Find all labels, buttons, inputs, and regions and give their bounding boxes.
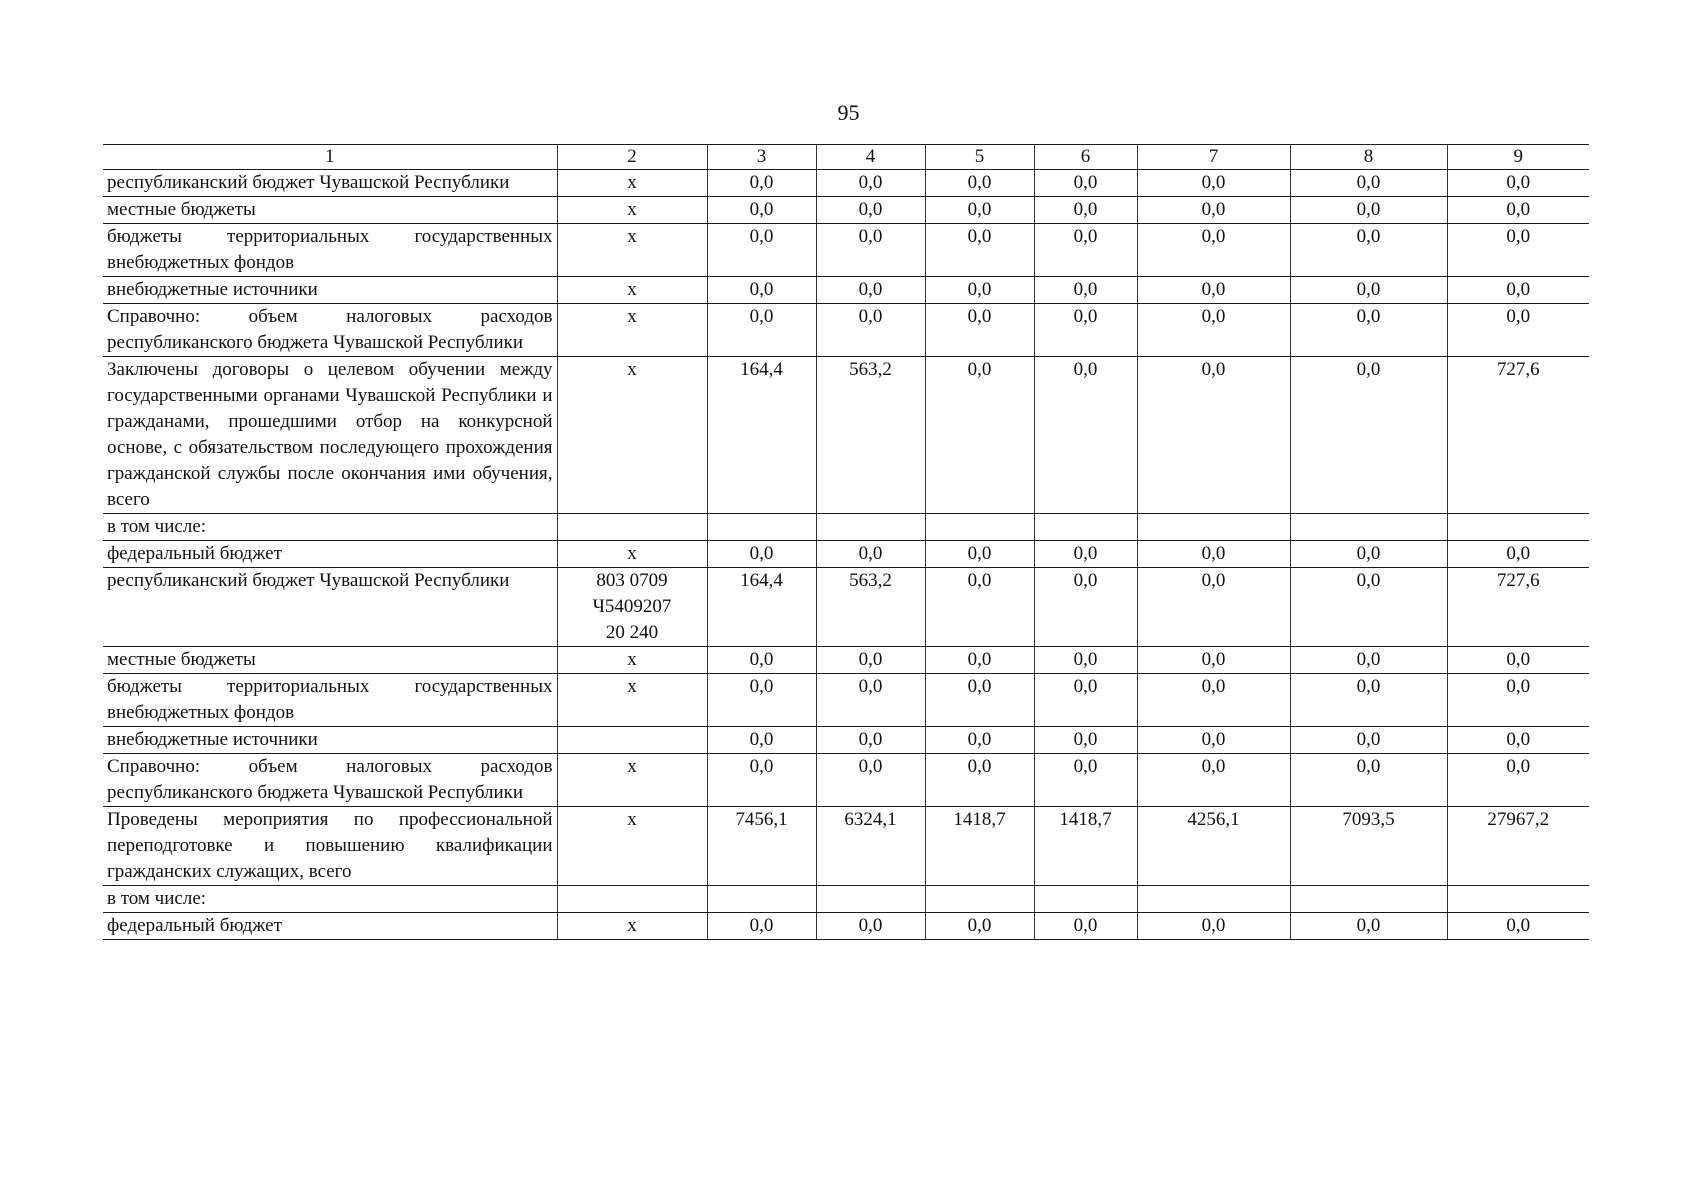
value-cell: 0,0 <box>1447 224 1589 277</box>
budget-code: x <box>627 676 637 697</box>
value-cell: 164,4 <box>707 357 816 514</box>
budget-code: 803 0709 Ч540920720 240 <box>592 570 672 643</box>
value-cell <box>925 886 1034 913</box>
budget-code-cell <box>557 674 707 727</box>
value-cell: 0,0 <box>925 647 1034 674</box>
value-cell: 727,6 <box>1447 357 1589 514</box>
table-row <box>103 886 1589 913</box>
value-cell: 0,0 <box>925 913 1034 940</box>
value-cell: 0,0 <box>1034 304 1137 357</box>
value-cell: 0,0 <box>1034 541 1137 568</box>
value-cell: 27967,2 <box>1447 807 1589 886</box>
value-cell: 0,0 <box>816 647 925 674</box>
value-cell: 0,0 <box>1447 647 1589 674</box>
value-cell: 0,0 <box>1447 170 1589 197</box>
budget-code: x <box>627 915 637 936</box>
column-number: 9 <box>1447 145 1589 170</box>
value-cell: 0,0 <box>1447 754 1589 807</box>
value-cell <box>816 514 925 541</box>
value-cell: 0,0 <box>707 277 816 304</box>
value-cell: 0,0 <box>707 727 816 754</box>
value-cell: 0,0 <box>1447 674 1589 727</box>
value-cell <box>1137 514 1290 541</box>
column-number: 3 <box>707 145 816 170</box>
budget-code-cell <box>557 514 707 541</box>
value-cell: 0,0 <box>1137 674 1290 727</box>
table-row <box>103 754 1589 807</box>
table-row <box>103 224 1589 277</box>
value-cell: 0,0 <box>1290 170 1447 197</box>
column-number: 7 <box>1137 145 1290 170</box>
value-cell: 6324,1 <box>816 807 925 886</box>
value-cell: 0,0 <box>1290 541 1447 568</box>
value-cell: 0,0 <box>1034 197 1137 224</box>
table-row <box>103 197 1589 224</box>
value-cell: 0,0 <box>1137 304 1290 357</box>
budget-code-cell <box>557 170 707 197</box>
budget-code-cell <box>557 304 707 357</box>
value-cell: 0,0 <box>707 913 816 940</box>
budget-code-cell <box>557 224 707 277</box>
row-description: Справочно: объем налоговых расходов республиканского бюджета Чувашской Республики <box>103 754 557 807</box>
value-cell: 0,0 <box>1137 754 1290 807</box>
budget-code-cell <box>557 647 707 674</box>
row-description: бюджеты территориальных государственных внебюджетных фондов <box>103 674 557 727</box>
value-cell: 0,0 <box>1137 727 1290 754</box>
value-cell: 0,0 <box>1137 170 1290 197</box>
value-cell: 0,0 <box>816 727 925 754</box>
row-description: местные бюджеты <box>103 197 557 224</box>
table-row <box>103 357 1589 514</box>
budget-code-cell <box>557 541 707 568</box>
value-cell: 0,0 <box>707 647 816 674</box>
row-description: Проведены мероприятия по профессиональной переподготовке и повышению квалификации гражданских служащих, всего <box>103 807 557 886</box>
row-description: Заключены договоры о целевом обучении между государственными органами Чувашской Республики и гражданами, прошедшими отбор на конкурсной основе, с обязательством последующего прохождения гражданской службы после окончания ими обучения, всего <box>103 357 557 514</box>
table-row <box>103 304 1589 357</box>
page-number: 95 <box>837 100 860 125</box>
value-cell: 0,0 <box>1034 224 1137 277</box>
budget-code: x <box>627 306 637 327</box>
value-cell: 0,0 <box>925 357 1034 514</box>
value-cell: 0,0 <box>925 277 1034 304</box>
value-cell: 0,0 <box>925 727 1034 754</box>
value-cell: 0,0 <box>1137 541 1290 568</box>
budget-code-cell <box>557 277 707 304</box>
budget-code: x <box>627 226 637 247</box>
value-cell: 0,0 <box>925 170 1034 197</box>
value-cell: 0,0 <box>1034 674 1137 727</box>
budget-code-cell <box>557 568 707 647</box>
row-description: федеральный бюджет <box>103 913 557 940</box>
row-description: внебюджетные источники <box>103 277 557 304</box>
value-cell: 0,0 <box>1290 277 1447 304</box>
budget-code: x <box>627 543 637 564</box>
column-number: 2 <box>557 145 707 170</box>
value-cell: 727,6 <box>1447 568 1589 647</box>
value-cell: 0,0 <box>1137 277 1290 304</box>
value-cell: 0,0 <box>1137 647 1290 674</box>
column-number: 4 <box>816 145 925 170</box>
row-description: местные бюджеты <box>103 647 557 674</box>
value-cell: 0,0 <box>1290 224 1447 277</box>
budget-code-cell <box>557 807 707 886</box>
value-cell: 0,0 <box>1137 357 1290 514</box>
budget-code-cell <box>557 886 707 913</box>
value-cell: 0,0 <box>816 754 925 807</box>
row-description: федеральный бюджет <box>103 541 557 568</box>
value-cell: 0,0 <box>1290 727 1447 754</box>
value-cell <box>816 886 925 913</box>
value-cell: 0,0 <box>707 224 816 277</box>
value-cell: 0,0 <box>707 674 816 727</box>
value-cell <box>1034 514 1137 541</box>
value-cell: 0,0 <box>816 277 925 304</box>
value-cell: 0,0 <box>707 541 816 568</box>
budget-code: x <box>627 649 637 670</box>
value-cell <box>1447 886 1589 913</box>
value-cell: 0,0 <box>1034 727 1137 754</box>
value-cell: 0,0 <box>1290 568 1447 647</box>
budget-code-cell <box>557 727 707 754</box>
value-cell: 0,0 <box>1137 568 1290 647</box>
value-cell <box>1034 886 1137 913</box>
budget-code-cell <box>557 754 707 807</box>
value-cell: 0,0 <box>1034 913 1137 940</box>
value-cell: 0,0 <box>1290 304 1447 357</box>
value-cell <box>1447 514 1589 541</box>
value-cell: 0,0 <box>816 304 925 357</box>
budget-code: x <box>627 359 637 380</box>
value-cell: 0,0 <box>1290 357 1447 514</box>
table-row <box>103 277 1589 304</box>
table-row <box>103 913 1589 940</box>
value-cell: 0,0 <box>707 304 816 357</box>
value-cell: 0,0 <box>1290 647 1447 674</box>
value-cell: 0,0 <box>816 674 925 727</box>
budget-code: x <box>627 756 637 777</box>
value-cell: 164,4 <box>707 568 816 647</box>
value-cell: 0,0 <box>925 304 1034 357</box>
value-cell: 0,0 <box>1447 197 1589 224</box>
value-cell: 0,0 <box>925 224 1034 277</box>
value-cell: 0,0 <box>925 568 1034 647</box>
value-cell: 563,2 <box>816 357 925 514</box>
value-cell: 0,0 <box>816 224 925 277</box>
value-cell: 0,0 <box>1447 541 1589 568</box>
budget-code-cell <box>557 357 707 514</box>
value-cell <box>1137 886 1290 913</box>
budget-code: x <box>627 809 637 830</box>
value-cell <box>707 514 816 541</box>
value-cell: 0,0 <box>707 197 816 224</box>
value-cell: 0,0 <box>1290 197 1447 224</box>
column-number: 5 <box>925 145 1034 170</box>
value-cell <box>1290 514 1447 541</box>
row-description: республиканский бюджет Чувашской Республики <box>103 170 557 197</box>
value-cell <box>707 886 816 913</box>
row-description: Справочно: объем налоговых расходов республиканского бюджета Чувашской Республики <box>103 304 557 357</box>
value-cell <box>925 514 1034 541</box>
value-cell: 0,0 <box>1447 913 1589 940</box>
value-cell: 4256,1 <box>1137 807 1290 886</box>
value-cell: 0,0 <box>1290 674 1447 727</box>
value-cell: 0,0 <box>925 197 1034 224</box>
value-cell: 0,0 <box>816 541 925 568</box>
budget-table <box>103 144 1589 940</box>
value-cell: 0,0 <box>816 913 925 940</box>
row-description: бюджеты территориальных государственных внебюджетных фондов <box>103 224 557 277</box>
value-cell: 0,0 <box>816 197 925 224</box>
value-cell: 0,0 <box>1137 224 1290 277</box>
row-description: республиканский бюджет Чувашской Республики <box>103 568 557 647</box>
table-row <box>103 541 1589 568</box>
budget-code-cell <box>557 197 707 224</box>
column-number-row <box>103 145 1589 170</box>
value-cell: 0,0 <box>1034 568 1137 647</box>
value-cell: 0,0 <box>1290 754 1447 807</box>
value-cell: 0,0 <box>925 541 1034 568</box>
column-number: 6 <box>1034 145 1137 170</box>
budget-code-cell <box>557 913 707 940</box>
value-cell: 0,0 <box>1034 277 1137 304</box>
value-cell: 0,0 <box>1447 277 1589 304</box>
budget-code: x <box>627 172 637 193</box>
value-cell: 0,0 <box>1137 197 1290 224</box>
column-number: 8 <box>1290 145 1447 170</box>
value-cell: 0,0 <box>707 754 816 807</box>
value-cell: 0,0 <box>1034 170 1137 197</box>
table-row <box>103 568 1589 647</box>
value-cell: 0,0 <box>816 170 925 197</box>
value-cell: 0,0 <box>925 754 1034 807</box>
table-row <box>103 727 1589 754</box>
value-cell: 1418,7 <box>925 807 1034 886</box>
budget-code: x <box>627 279 637 300</box>
value-cell: 7456,1 <box>707 807 816 886</box>
value-cell: 0,0 <box>1447 304 1589 357</box>
budget-code: x <box>627 199 637 220</box>
table-row <box>103 674 1589 727</box>
value-cell: 0,0 <box>1290 913 1447 940</box>
value-cell: 1418,7 <box>1034 807 1137 886</box>
row-description: в том числе: <box>103 886 557 913</box>
value-cell: 0,0 <box>925 674 1034 727</box>
table-row <box>103 807 1589 886</box>
value-cell <box>1290 886 1447 913</box>
value-cell: 0,0 <box>1447 727 1589 754</box>
value-cell: 0,0 <box>1034 357 1137 514</box>
value-cell: 563,2 <box>816 568 925 647</box>
value-cell: 7093,5 <box>1290 807 1447 886</box>
value-cell: 0,0 <box>1034 754 1137 807</box>
table-body <box>103 145 1589 940</box>
value-cell: 0,0 <box>707 170 816 197</box>
row-description: внебюджетные источники <box>103 727 557 754</box>
table-row <box>103 170 1589 197</box>
row-description: в том числе: <box>103 514 557 541</box>
value-cell: 0,0 <box>1034 647 1137 674</box>
value-cell: 0,0 <box>1137 913 1290 940</box>
table-row <box>103 514 1589 541</box>
column-number: 1 <box>103 145 557 170</box>
table-row <box>103 647 1589 674</box>
